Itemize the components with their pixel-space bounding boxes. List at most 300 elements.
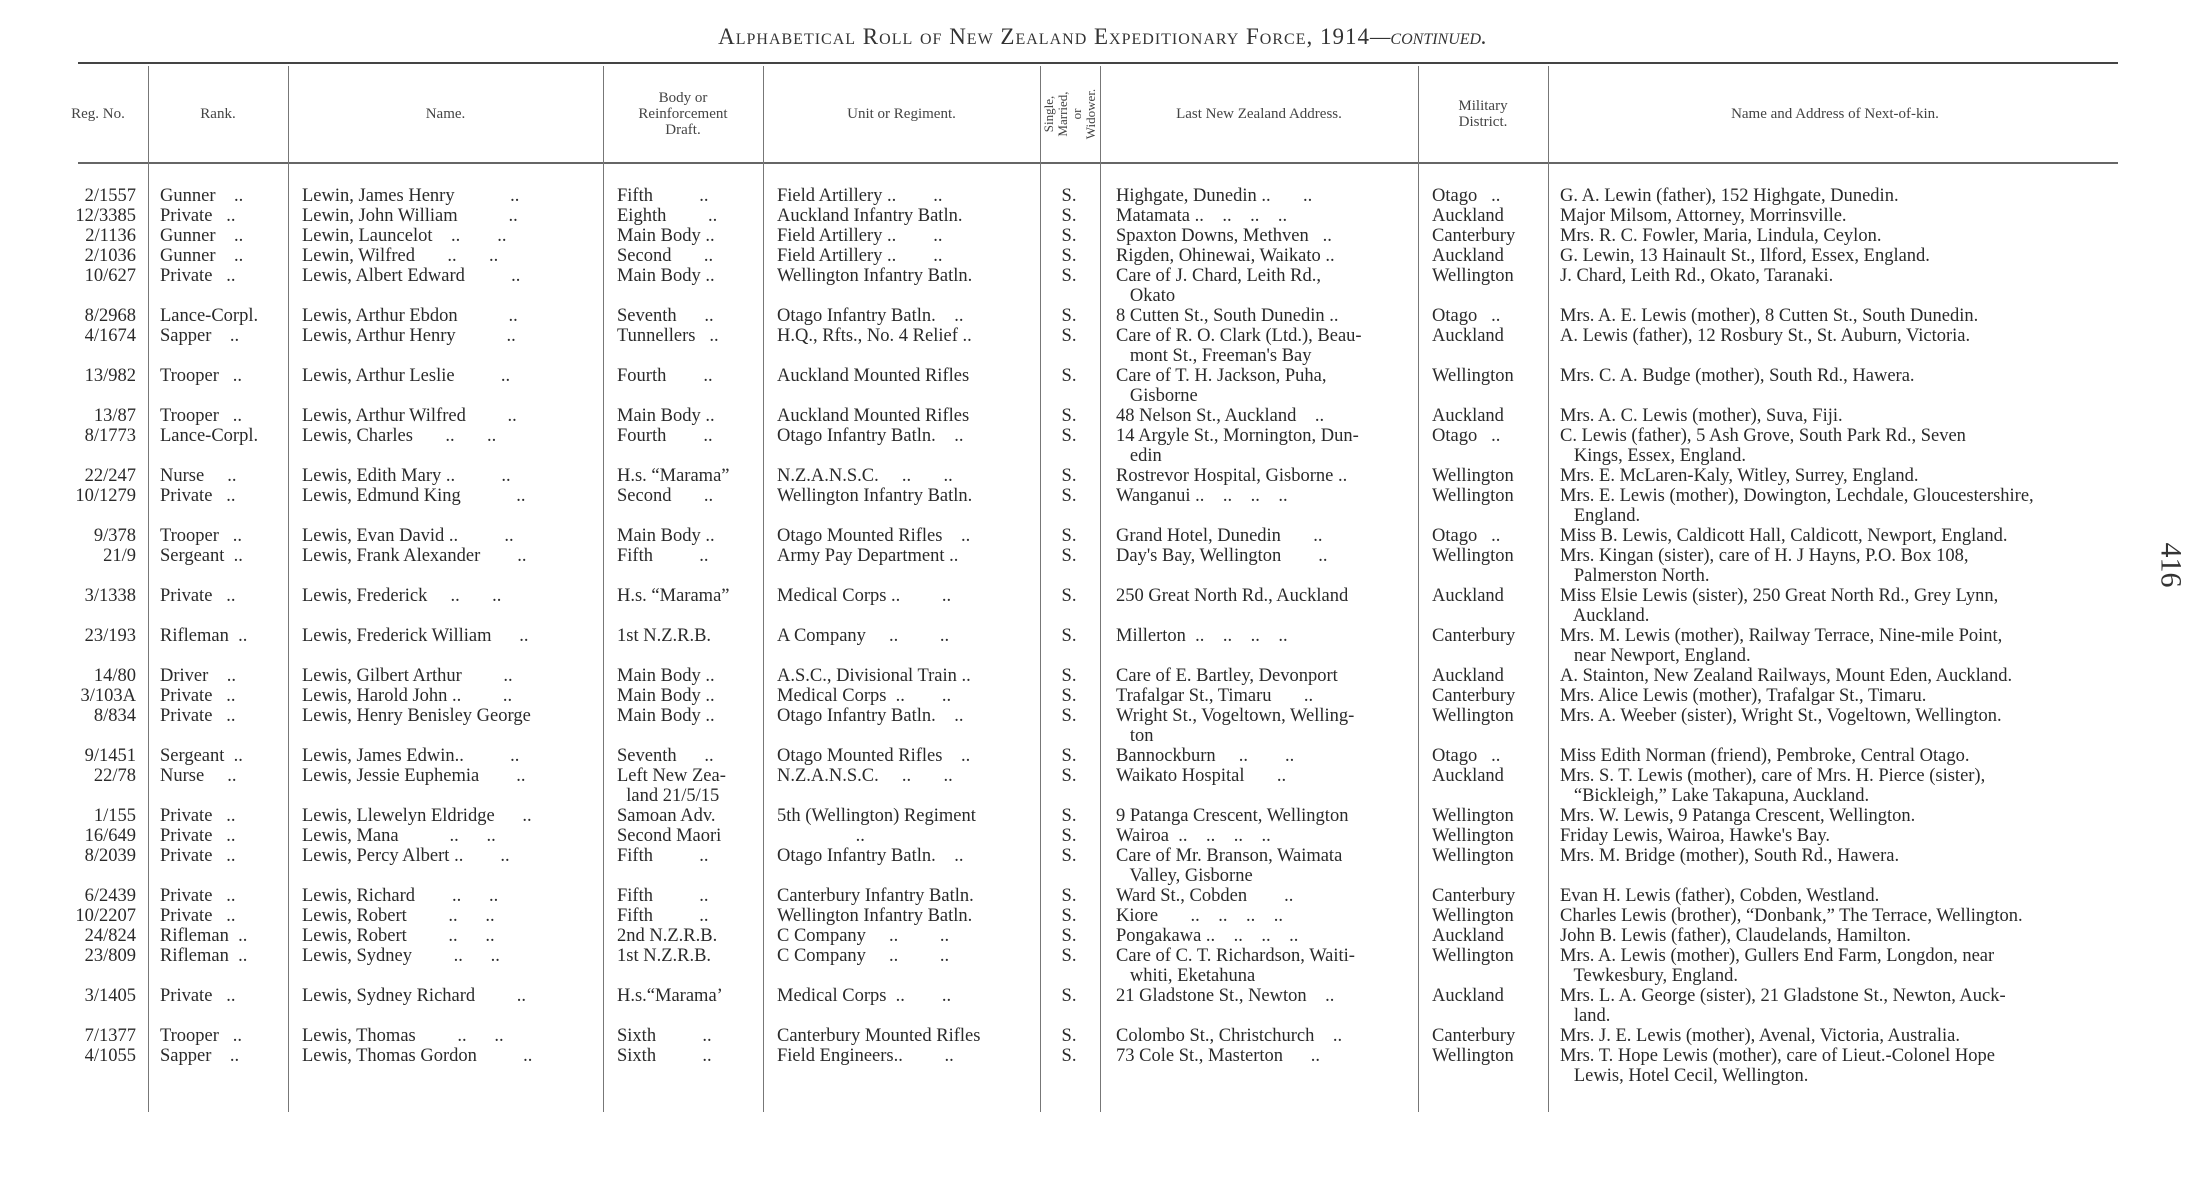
table-row	[0, 1066, 2205, 1086]
name-cell: Lewis, Llewelyn Eldridge ..	[302, 806, 532, 826]
district-cell: Auckland	[1432, 246, 1504, 266]
unit-cell: Army Pay Department ..	[777, 546, 959, 566]
name-cell: Lewis, Thomas Gordon ..	[302, 1046, 533, 1066]
body-draft-cell: Main Body ..	[617, 406, 715, 426]
address-cell: Matamata .. .. .. ..	[1116, 206, 1288, 226]
status-cell: S.	[1061, 486, 1077, 506]
unit-cell: A.S.C., Divisional Train ..	[777, 666, 971, 686]
address-cell: 9 Patanga Crescent, Wellington	[1116, 806, 1349, 826]
reg-no-cell: 9/378	[93, 526, 136, 546]
reg-no-cell: 22/78	[93, 766, 136, 786]
address-cell: mont St., Freeman's Bay	[1116, 346, 1312, 366]
rank-cell: Private ..	[160, 706, 236, 726]
next-of-kin-cell: Kings, Essex, England.	[1560, 446, 1747, 466]
rank-cell: Trooper ..	[160, 406, 243, 426]
rank-cell: Private ..	[160, 986, 236, 1006]
name-cell: Lewis, Frank Alexander ..	[302, 546, 527, 566]
district-cell: Canterbury	[1432, 626, 1516, 646]
district-cell: Auckland	[1432, 666, 1504, 686]
body-draft-cell: H.s.“Marama’	[617, 986, 723, 1006]
name-cell: Lewis, Arthur Ebdon ..	[302, 306, 518, 326]
name-cell: Lewis, Edmund King ..	[302, 486, 526, 506]
next-of-kin-cell: Tewkesbury, England.	[1560, 966, 1739, 986]
header-reg-no: Reg. No.	[71, 106, 125, 122]
table-row	[0, 426, 2205, 446]
next-of-kin-cell: Mrs. W. Lewis, 9 Patanga Crescent, Wellington.	[1560, 806, 1916, 826]
next-of-kin-cell: land.	[1560, 1006, 1611, 1026]
unit-cell: Canterbury Infantry Batln.	[777, 886, 974, 906]
name-cell: Lewis, Albert Edward ..	[302, 266, 521, 286]
body-draft-cell: Fifth ..	[617, 186, 709, 206]
address-cell: edin	[1116, 446, 1162, 466]
address-cell: Day's Bay, Wellington ..	[1116, 546, 1328, 566]
reg-no-cell: 8/1773	[84, 426, 136, 446]
table-row	[0, 606, 2205, 626]
body-draft-cell: 1st N.Z.R.B.	[617, 626, 712, 646]
body-draft-cell: H.s. “Marama”	[617, 466, 730, 486]
table-row	[0, 566, 2205, 586]
district-cell: Canterbury	[1432, 886, 1516, 906]
reg-no-cell: 23/193	[84, 626, 136, 646]
status-cell: S.	[1061, 626, 1077, 646]
reg-no-cell: 12/3385	[75, 206, 136, 226]
header-body-draft: Body or Reinforcement Draft.	[638, 90, 728, 138]
unit-cell: Wellington Infantry Batln.	[777, 486, 973, 506]
table-row	[0, 486, 2205, 506]
unit-cell: Otago Mounted Rifles ..	[777, 746, 971, 766]
status-cell: S.	[1061, 1026, 1077, 1046]
body-draft-cell: Seventh ..	[617, 306, 714, 326]
address-cell: Trafalgar St., Timaru ..	[1116, 686, 1314, 706]
table-row	[0, 766, 2205, 786]
table-row	[0, 786, 2205, 806]
district-cell: Wellington	[1432, 806, 1514, 826]
next-of-kin-cell: A. Stainton, New Zealand Railways, Mount Eden, Auckland.	[1560, 666, 2013, 686]
unit-cell: 5th (Wellington) Regiment	[777, 806, 976, 826]
reg-no-cell: 10/2207	[75, 906, 136, 926]
reg-no-cell: 16/649	[84, 826, 136, 846]
address-cell: Bannockburn .. ..	[1116, 746, 1295, 766]
rank-cell: Lance-Corpl.	[160, 426, 259, 446]
reg-no-cell: 23/809	[84, 946, 136, 966]
next-of-kin-cell: G. Lewin, 13 Hainault St., Ilford, Essex, England.	[1560, 246, 1930, 266]
table-row	[0, 526, 2205, 546]
status-cell: S.	[1061, 666, 1077, 686]
status-cell: S.	[1061, 886, 1077, 906]
address-cell: Pongakawa .. .. .. ..	[1116, 926, 1299, 946]
district-cell: Auckland	[1432, 586, 1504, 606]
unit-cell: N.Z.A.N.S.C. .. ..	[777, 466, 953, 486]
body-draft-cell: Second ..	[617, 246, 714, 266]
unit-cell: Field Artillery .. ..	[777, 246, 943, 266]
unit-cell: Field Artillery .. ..	[777, 186, 943, 206]
unit-cell: C Company .. ..	[777, 946, 950, 966]
table-row	[0, 266, 2205, 286]
rank-cell: Private ..	[160, 266, 236, 286]
rank-cell: Gunner ..	[160, 246, 244, 266]
table-row	[0, 1006, 2205, 1026]
district-cell: Auckland	[1432, 206, 1504, 226]
status-cell: S.	[1061, 246, 1077, 266]
table-row	[0, 586, 2205, 606]
address-cell: Okato	[1116, 286, 1176, 306]
table-row	[0, 926, 2205, 946]
body-draft-cell: Second Maori	[617, 826, 722, 846]
rank-cell: Private ..	[160, 886, 236, 906]
name-cell: Lewis, Henry Benisley George	[302, 706, 531, 726]
status-cell: S.	[1061, 926, 1077, 946]
table-row	[0, 406, 2205, 426]
name-cell: Lewis, Arthur Henry ..	[302, 326, 516, 346]
address-cell: Waikato Hospital ..	[1116, 766, 1287, 786]
unit-cell: ..	[777, 826, 865, 846]
name-cell: Lewis, Robert .. ..	[302, 926, 495, 946]
address-cell: 73 Cole St., Masterton ..	[1116, 1046, 1321, 1066]
district-cell: Wellington	[1432, 486, 1514, 506]
next-of-kin-cell: Mrs. S. T. Lewis (mother), care of Mrs. H. Pierce (sister),	[1560, 766, 1986, 786]
status-cell: S.	[1061, 1046, 1077, 1066]
next-of-kin-cell: Mrs. M. Lewis (mother), Railway Terrace, Nine-mile Point,	[1560, 626, 2003, 646]
district-cell: Otago ..	[1432, 186, 1501, 206]
next-of-kin-cell: Mrs. E. McLaren-Kaly, Witley, Surrey, England.	[1560, 466, 1919, 486]
reg-no-cell: 4/1055	[84, 1046, 136, 1066]
rank-cell: Trooper ..	[160, 1026, 243, 1046]
address-cell: Grand Hotel, Dunedin ..	[1116, 526, 1323, 546]
table-row	[0, 306, 2205, 326]
next-of-kin-cell: Lewis, Hotel Cecil, Wellington.	[1560, 1066, 1809, 1086]
next-of-kin-cell: Mrs. L. A. George (sister), 21 Gladstone St., Newton, Auck-	[1560, 986, 2006, 1006]
next-of-kin-cell: Mrs. Kingan (sister), care of H. J Hayns, P.O. Box 108,	[1560, 546, 1969, 566]
body-draft-cell: Main Body ..	[617, 266, 715, 286]
reg-no-cell: 3/1405	[84, 986, 136, 1006]
district-cell: Auckland	[1432, 986, 1504, 1006]
header-rank: Rank.	[200, 106, 236, 122]
district-cell: Wellington	[1432, 706, 1514, 726]
rank-cell: Trooper ..	[160, 526, 243, 546]
body-draft-cell: 2nd N.Z.R.B.	[617, 926, 718, 946]
unit-cell: Canterbury Mounted Rifles	[777, 1026, 981, 1046]
rank-cell: Sapper ..	[160, 326, 240, 346]
body-draft-cell: Left New Zea-	[617, 766, 726, 786]
unit-cell: Otago Infantry Batln. ..	[777, 426, 964, 446]
district-cell: Otago ..	[1432, 746, 1501, 766]
address-cell: Care of E. Bartley, Devonport	[1116, 666, 1338, 686]
status-cell: S.	[1061, 366, 1077, 386]
body-draft-cell: Seventh ..	[617, 746, 714, 766]
district-cell: Wellington	[1432, 1046, 1514, 1066]
unit-cell: Auckland Mounted Rifles	[777, 366, 970, 386]
status-cell: S.	[1061, 706, 1077, 726]
reg-no-cell: 8/2039	[84, 846, 136, 866]
rank-cell: Sergeant ..	[160, 746, 243, 766]
table-row	[0, 806, 2205, 826]
name-cell: Lewin, Wilfred .. ..	[302, 246, 499, 266]
district-cell: Wellington	[1432, 546, 1514, 566]
address-cell: Care of T. H. Jackson, Puha,	[1116, 366, 1327, 386]
body-draft-cell: Tunnellers ..	[617, 326, 719, 346]
rank-cell: Nurse ..	[160, 466, 237, 486]
district-cell: Auckland	[1432, 406, 1504, 426]
header-name: Name.	[425, 106, 466, 122]
next-of-kin-cell: Miss B. Lewis, Caldicott Hall, Caldicott, Newport, England.	[1560, 526, 2008, 546]
name-cell: Lewis, Arthur Leslie ..	[302, 366, 511, 386]
rank-cell: Private ..	[160, 806, 236, 826]
page-title-main: Alphabetical Roll of New Zealand Expeditionary Force, 1914	[718, 24, 1370, 49]
next-of-kin-cell: G. A. Lewin (father), 152 Highgate, Dunedin.	[1560, 186, 1899, 206]
unit-cell: Otago Infantry Batln. ..	[777, 846, 964, 866]
status-cell: S.	[1061, 326, 1077, 346]
reg-no-cell: 3/1338	[84, 586, 136, 606]
reg-no-cell: 7/1377	[84, 1026, 136, 1046]
next-of-kin-cell: Miss Edith Norman (friend), Pembroke, Central Otago.	[1560, 746, 1970, 766]
table-row	[0, 946, 2205, 966]
district-cell: Canterbury	[1432, 226, 1516, 246]
table-row	[0, 886, 2205, 906]
next-of-kin-cell: Mrs. T. Hope Lewis (mother), care of Lieut.-Colonel Hope	[1560, 1046, 1995, 1066]
reg-no-cell: 2/1136	[85, 226, 136, 246]
unit-cell: Field Artillery .. ..	[777, 226, 943, 246]
status-cell: S.	[1061, 906, 1077, 926]
table-row	[0, 226, 2205, 246]
address-cell: Spaxton Downs, Methven ..	[1116, 226, 1332, 246]
next-of-kin-cell: Mrs. A. E. Lewis (mother), 8 Cutten St., South Dunedin.	[1560, 306, 1979, 326]
unit-cell: Wellington Infantry Batln.	[777, 266, 973, 286]
table-row	[0, 686, 2205, 706]
name-cell: Lewis, Arthur Wilfred ..	[302, 406, 517, 426]
body-draft-cell: Fifth ..	[617, 906, 709, 926]
body-draft-cell: Sixth ..	[617, 1026, 712, 1046]
body-draft-cell: 1st N.Z.R.B.	[617, 946, 712, 966]
address-cell: Care of C. T. Richardson, Waiti-	[1116, 946, 1355, 966]
next-of-kin-cell: Auckland.	[1560, 606, 1650, 626]
rank-cell: Rifleman ..	[160, 626, 248, 646]
table-row	[0, 346, 2205, 366]
address-cell: whiti, Eketahuna	[1116, 966, 1256, 986]
next-of-kin-cell: Mrs. M. Bridge (mother), South Rd., Hawera.	[1560, 846, 1900, 866]
next-of-kin-cell: Evan H. Lewis (father), Cobden, Westland.	[1560, 886, 1880, 906]
status-cell: S.	[1061, 806, 1077, 826]
next-of-kin-cell: near Newport, England.	[1560, 646, 1751, 666]
rank-cell: Private ..	[160, 826, 236, 846]
next-of-kin-cell: Mrs. E. Lewis (mother), Dowington, Lechdale, Gloucestershire,	[1560, 486, 2034, 506]
rank-cell: Rifleman ..	[160, 926, 248, 946]
address-cell: Wanganui .. .. .. ..	[1116, 486, 1288, 506]
address-cell: Care of J. Chard, Leith Rd.,	[1116, 266, 1321, 286]
next-of-kin-cell: Palmerston North.	[1560, 566, 1710, 586]
address-cell: Valley, Gisborne	[1116, 866, 1253, 886]
address-cell: Gisborne	[1116, 386, 1198, 406]
body-draft-cell: Fourth ..	[617, 366, 713, 386]
address-cell: Highgate, Dunedin .. ..	[1116, 186, 1313, 206]
address-cell: Millerton .. .. .. ..	[1116, 626, 1288, 646]
table-row	[0, 386, 2205, 406]
next-of-kin-cell: England.	[1560, 506, 1641, 526]
name-cell: Lewis, Sydney Richard ..	[302, 986, 527, 1006]
reg-no-cell: 22/247	[84, 466, 136, 486]
body-draft-cell: Main Body ..	[617, 226, 715, 246]
district-cell: Wellington	[1432, 826, 1514, 846]
table-row	[0, 326, 2205, 346]
table-row	[0, 826, 2205, 846]
header-rule	[78, 162, 2118, 164]
rank-cell: Nurse ..	[160, 766, 237, 786]
rank-cell: Rifleman ..	[160, 946, 248, 966]
reg-no-cell: 1/155	[93, 806, 136, 826]
table-row	[0, 286, 2205, 306]
reg-no-cell: 10/1279	[75, 486, 136, 506]
unit-cell: Otago Mounted Rifles ..	[777, 526, 971, 546]
rank-cell: Private ..	[160, 906, 236, 926]
body-draft-cell: Main Body ..	[617, 526, 715, 546]
status-cell: S.	[1061, 406, 1077, 426]
rank-cell: Private ..	[160, 686, 236, 706]
rank-cell: Gunner ..	[160, 226, 244, 246]
address-cell: Wairoa .. .. .. ..	[1116, 826, 1271, 846]
district-cell: Wellington	[1432, 906, 1514, 926]
district-cell: Otago ..	[1432, 526, 1501, 546]
rank-cell: Driver ..	[160, 666, 237, 686]
district-cell: Canterbury	[1432, 686, 1516, 706]
table-row	[0, 506, 2205, 526]
address-cell: Rigden, Ohinewai, Waikato ..	[1116, 246, 1335, 266]
address-cell: ton	[1116, 726, 1154, 746]
body-draft-cell: H.s. “Marama”	[617, 586, 730, 606]
table-row	[0, 246, 2205, 266]
address-cell: 21 Gladstone St., Newton ..	[1116, 986, 1335, 1006]
name-cell: Lewis, Thomas .. ..	[302, 1026, 504, 1046]
unit-cell: Wellington Infantry Batln.	[777, 906, 973, 926]
next-of-kin-cell: Miss Elsie Lewis (sister), 250 Great North Rd., Grey Lynn,	[1560, 586, 1999, 606]
name-cell: Lewis, Sydney .. ..	[302, 946, 500, 966]
next-of-kin-cell: Mrs. J. E. Lewis (mother), Avenal, Victoria, Australia.	[1560, 1026, 1960, 1046]
page-number: 416	[2154, 542, 2188, 588]
status-cell: S.	[1061, 546, 1077, 566]
name-cell: Lewis, Jessie Euphemia ..	[302, 766, 526, 786]
next-of-kin-cell: Friday Lewis, Wairoa, Hawke's Bay.	[1560, 826, 1831, 846]
name-cell: Lewis, James Edwin.. ..	[302, 746, 520, 766]
name-cell: Lewis, Percy Albert .. ..	[302, 846, 510, 866]
rank-cell: Private ..	[160, 586, 236, 606]
district-cell: Wellington	[1432, 366, 1514, 386]
district-cell: Wellington	[1432, 846, 1514, 866]
status-cell: S.	[1061, 186, 1077, 206]
rank-cell: Private ..	[160, 206, 236, 226]
body-draft-cell: land 21/5/15	[617, 786, 720, 806]
next-of-kin-cell: C. Lewis (father), 5 Ash Grove, South Park Rd., Seven	[1560, 426, 1966, 446]
reg-no-cell: 8/834	[93, 706, 136, 726]
top-rule	[78, 62, 2118, 64]
reg-no-cell: 24/824	[84, 926, 136, 946]
table-row	[0, 986, 2205, 1006]
district-cell: Otago ..	[1432, 426, 1501, 446]
address-cell: 250 Great North Rd., Auckland	[1116, 586, 1349, 606]
next-of-kin-cell: Mrs. A. Weeber (sister), Wright St., Vogeltown, Wellington.	[1560, 706, 2002, 726]
address-cell: Care of R. O. Clark (Ltd.), Beau-	[1116, 326, 1362, 346]
rank-cell: Sergeant ..	[160, 546, 243, 566]
status-cell: S.	[1061, 686, 1077, 706]
address-cell: Rostrevor Hospital, Gisborne ..	[1116, 466, 1348, 486]
table-row	[0, 546, 2205, 566]
body-draft-cell: Fifth ..	[617, 846, 709, 866]
table-row	[0, 446, 2205, 466]
name-cell: Lewis, Robert .. ..	[302, 906, 495, 926]
reg-no-cell: 10/627	[84, 266, 136, 286]
status-cell: S.	[1061, 586, 1077, 606]
name-cell: Lewin, Launcelot .. ..	[302, 226, 507, 246]
district-cell: Wellington	[1432, 266, 1514, 286]
reg-no-cell: 9/1451	[84, 746, 136, 766]
unit-cell: Field Engineers.. ..	[777, 1046, 954, 1066]
status-cell: S.	[1061, 306, 1077, 326]
table-row	[0, 1046, 2205, 1066]
table-row	[0, 366, 2205, 386]
name-cell: Lewin, James Henry ..	[302, 186, 520, 206]
next-of-kin-cell: “Bickleigh,” Lake Takapuna, Auckland.	[1560, 786, 1870, 806]
next-of-kin-cell: Mrs. A. C. Lewis (mother), Suva, Fiji.	[1560, 406, 1843, 426]
table-row	[0, 186, 2205, 206]
next-of-kin-cell: Mrs. A. Lewis (mother), Gullers End Farm, Longdon, near	[1560, 946, 1995, 966]
body-draft-cell: Samoan Adv.	[617, 806, 716, 826]
address-cell: 14 Argyle St., Mornington, Dun-	[1116, 426, 1359, 446]
reg-no-cell: 14/80	[93, 666, 136, 686]
reg-no-cell: 6/2439	[84, 886, 136, 906]
status-cell: S.	[1061, 426, 1077, 446]
table-row	[0, 666, 2205, 686]
body-draft-cell: Main Body ..	[617, 706, 715, 726]
next-of-kin-cell: Mrs. Alice Lewis (mother), Trafalgar St., Timaru.	[1560, 686, 1927, 706]
status-cell: S.	[1061, 466, 1077, 486]
header-district: Military District.	[1458, 98, 1508, 130]
rank-cell: Gunner ..	[160, 186, 244, 206]
district-cell: Canterbury	[1432, 1026, 1516, 1046]
address-cell: Care of Mr. Branson, Waimata	[1116, 846, 1343, 866]
unit-cell: H.Q., Rfts., No. 4 Relief ..	[777, 326, 972, 346]
unit-cell: Medical Corps .. ..	[777, 586, 952, 606]
unit-cell: Auckland Infantry Batln.	[777, 206, 963, 226]
status-cell: S.	[1061, 946, 1077, 966]
district-cell: Otago ..	[1432, 306, 1501, 326]
table-row	[0, 966, 2205, 986]
reg-no-cell: 13/982	[84, 366, 136, 386]
table-row	[0, 646, 2205, 666]
next-of-kin-cell: Mrs. R. C. Fowler, Maria, Lindula, Ceylon.	[1560, 226, 1882, 246]
rank-cell: Sapper ..	[160, 1046, 240, 1066]
body-draft-cell: Fifth ..	[617, 886, 709, 906]
table-row	[0, 906, 2205, 926]
next-of-kin-cell: Mrs. C. A. Budge (mother), South Rd., Hawera.	[1560, 366, 1915, 386]
name-cell: Lewis, Edith Mary .. ..	[302, 466, 511, 486]
table-row	[0, 1026, 2205, 1046]
body-draft-cell: Main Body ..	[617, 666, 715, 686]
address-cell: 48 Nelson St., Auckland ..	[1116, 406, 1325, 426]
table-row	[0, 866, 2205, 886]
table-row	[0, 206, 2205, 226]
district-cell: Wellington	[1432, 466, 1514, 486]
unit-cell: N.Z.A.N.S.C. .. ..	[777, 766, 953, 786]
body-draft-cell: Fourth ..	[617, 426, 713, 446]
table-row	[0, 746, 2205, 766]
district-cell: Auckland	[1432, 766, 1504, 786]
unit-cell: Medical Corps .. ..	[777, 986, 952, 1006]
name-cell: Lewin, John William ..	[302, 206, 518, 226]
name-cell: Lewis, Gilbert Arthur ..	[302, 666, 513, 686]
status-cell: S.	[1061, 746, 1077, 766]
rank-cell: Lance-Corpl.	[160, 306, 259, 326]
unit-cell: C Company .. ..	[777, 926, 950, 946]
reg-no-cell: 2/1036	[84, 246, 136, 266]
reg-no-cell: 8/2968	[84, 306, 136, 326]
table-row	[0, 846, 2205, 866]
